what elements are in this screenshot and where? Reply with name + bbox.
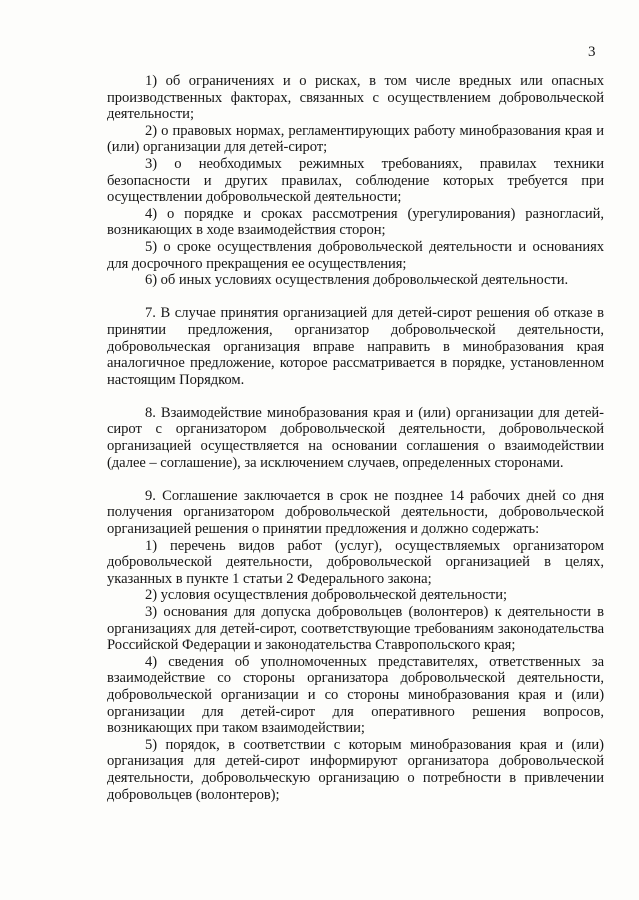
paragraph: 4) о порядке и сроках рассмотрения (урегулирования) разногласий, возникающих в ходе взаимодействия сторон; <box>107 205 604 239</box>
paragraph: 1) об ограничениях и о рисках, в том числе вредных или опасных производственных факторах, связанных с осуществлением добровольческой деятельности; <box>107 73 604 123</box>
paragraph: 3) о необходимых режимных требованиях, правилах техники безопасности и других правилах, соблюдение которых требуется при осуществлении добровольческой деятельности; <box>107 155 604 206</box>
paragraph: 1) перечень видов работ (услуг), осуществляемых организатором добровольческой деятельности, добровольческой организацией в целях, указанных в пункте 1 статьи 2 Федерального закона; <box>107 537 604 587</box>
paragraph: 9. Соглашение заключается в срок не позднее 14 рабочих дней со дня получения организатором добровольческой деятельности, добровольческой организацией решения о принятии предложения и должно содержать: <box>107 487 604 538</box>
document-body <box>107 73 604 803</box>
paragraph: 5) о сроке осуществления добровольческой деятельности и основаниях для досрочного прекращения ее осуществления; <box>107 238 604 272</box>
paragraph: 2) условия осуществления добровольческой деятельности; <box>145 587 507 604</box>
paragraph: 7. В случае принятия организацией для детей-сирот решения об отказе в принятии предложения, организатор добровольческой деятельности, добровольческая организация вправе направить в минобразования края аналогичное предложение, которое рассматривается в порядке, установленном настоящим Порядком. <box>107 305 604 388</box>
paragraph: 2) о правовых нормах, регламентирующих работу минобразования края и (или) организации для детей-сирот; <box>107 122 604 156</box>
paragraph: 4) сведения об уполномоченных представителях, ответственных за взаимодействие со стороны организатора добровольческой деятельности, добровольческой организации и со стороны минобразования края и (или) организации для детей-сирот для оперативного решения вопросов, возникающих при таком взаимодействии; <box>107 653 604 737</box>
page-number: 3 <box>588 44 596 60</box>
paragraph: 3) основания для допуска добровольцев (волонтеров) к деятельности в организациях для детей-сирот, соответствующие требованиям законодательства Российской Федерации и законодательства Ставропольского края; <box>107 604 604 654</box>
paragraph: 6) об иных условиях осуществления добровольческой деятельности. <box>145 272 569 289</box>
paragraph: 8. Взаимодействие минобразования края и (или) организации для детей-сирот с организатором добровольческой деятельности, добровольческой организацией осуществляется на основании соглашения о взаимодействии (далее – соглашение), за исключением случаев, определенных сторонами. <box>107 404 604 471</box>
paragraph: 5) порядок, в соответствии с которым минобразования края и (или) организация для детей-сирот информируют организатора добровольческой деятельности, добровольческую организацию о потребности в привлечении добровольцев (волонтеров); <box>107 736 604 803</box>
